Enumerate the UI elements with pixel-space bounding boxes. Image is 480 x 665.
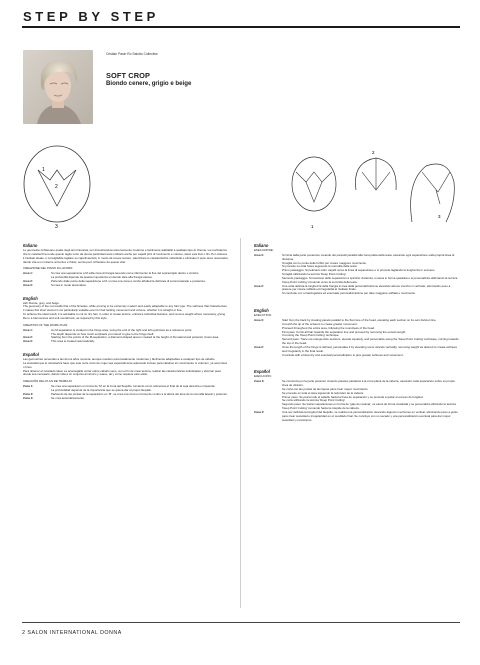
area-text: Si conclude con un'asciugatura ed eventuale personalizzazione per dare maggiore soffiatà e movimento. [282, 291, 416, 296]
area-text: Si taglia con le punte delle forbici per creare maggiore movimento. [282, 260, 367, 265]
area-row [254, 346, 460, 358]
area-label: Zona 3: [254, 379, 265, 384]
section-italiano-exec: ESECUZIONE: [254, 248, 274, 252]
intro-english-line: Ash blonde, grey, and beige. [23, 300, 60, 305]
area-label: Area 2: [23, 278, 33, 283]
section-english-exec: EXECUTION: [254, 313, 272, 318]
area-text: Primo passaggio: Si pettinano tutti i capelli verso la linea di separazione e si procede tagliando la lunghezza in eccesso. [282, 268, 436, 273]
area-text: Partiendo de las puntas de la separación en 'M', se crea una zona en forma de rombo a la altura del área de la coronilla lateral y posterior. [51, 391, 228, 396]
area-text: Conclude with a blow-dry and eventual personalization to give greater softness and movement. [282, 352, 404, 357]
area-text: Once the length of the fringe is defined, personalise it by elevating some strands vertically, removing weight as desired to create softness and irregularity in the final result. [282, 344, 457, 353]
area-text: Cut using the 'Deep Point Cutting' technique. [282, 333, 340, 338]
left-column [23, 243, 229, 400]
area-row [254, 380, 460, 411]
diagram-sections [286, 142, 461, 230]
area-text: Una volta definita la lunghezza della frangia si crea della personalizzazione elevando alcune ciocche in verticale, eliminando peso a piacere per creare soffiotà ed irregolarità al risultato finale. [282, 283, 451, 292]
look-title: SOFT CROP [106, 71, 151, 80]
area-row [23, 340, 229, 344]
area-row [23, 284, 229, 288]
area-label: Area 2: [23, 335, 33, 340]
intro-espanol-line: La suavidad que lo caracteriza hace que este corte corto de mujer sea especialmente adecuado incluso para cabellos sin movimiento ni volumen, ya sean lisos o finos. [23, 360, 228, 369]
area-text: La profundidad depende de la importancia que se quiera dar al propio flequillo. [51, 387, 152, 392]
area-text: Partendo dalle punte della separazione a M, si crea una zona a rombo all'altezza dell'area di corona laterale e posteriore. [51, 278, 206, 283]
intro-italiano: Le geometrie richiamano quelle degli anni Novanta, per dimostrandosi estremamente moderne e facilmente adattabili a qualsiasi tipo di chioma. La morbidezza che le caratterizza rende questo taglio corto da donna particolarmente indicato anche per capelli privi di movimento e volume, siano essi lisci o fini. Per ottenere il risultato ideale, è consigliabile tagliare su capelli asciutti, in modo da creare texture, valorizzare le caratteristiche individuali e eliminare il peso dove necessario, dando vita a un insieme armonico e fluido, senza però richiedere da questo stile. [23, 248, 229, 264]
diagram-label-3: 3 [55, 224, 58, 230]
area-text: Se procede en toda el área siguiendo la redondez de la cabeza. [282, 390, 364, 395]
area-row [23, 397, 229, 401]
heading-espanol: Español [23, 352, 39, 358]
heading-english: English [23, 295, 38, 301]
area-row [254, 254, 460, 285]
bottom-divider [22, 622, 460, 623]
area-label: Area 1: [23, 327, 33, 332]
area-label: Area 3: [254, 252, 264, 257]
area-text: La profondità dipende da quanta importanza si intende dare alla frangia stessa. [51, 275, 153, 280]
photo-credit: Cristian Pasin Ro Salotto Collective [106, 52, 158, 56]
area-text: Una vez definida la longitud del flequillo, se realiza una personalización elevando algunos mechones en vertical, eliminando peso a gusto para crear suavidad e irregularidad en el resultado final. Se concluye con un secado y una personalización eventual para dar mayor suavidad y movimiento. [282, 410, 458, 422]
area-label: Area 3: [254, 317, 264, 322]
area-text: The depth depends on how much emphasis you intend to give to the fringe itself. [51, 331, 155, 336]
section-italiano: CREAZIONE DEL PIANO DI LAVORO: [23, 266, 74, 271]
area-text: Secondo passaggio: Si tracciano delle separazioni a spicchio d'arancia, si eleva in forma quadrata e si personalizza utilizzando la tecnica 'Deep Point Cutting' curvando verso la sommità della testa. [282, 275, 458, 284]
area-text: First pass: Comb all hair towards the separation line and proceed by removing the excess length. [282, 329, 407, 334]
area-text: Si inizia dalla parte posteriore creando dei pannelli paralleli alla zona piatta della testa, elevando ogni separazione sulla propria linea di divisione. [282, 252, 455, 261]
look-subtitle: Biondo cenere, grigio e beige [106, 80, 192, 87]
model-portrait [23, 50, 93, 124]
area-text: Se crea una separación en forma de 'M' en la zona del flequillo, tomando como referencia el final de la ceja derecha e izquierda. [51, 384, 216, 389]
right-column [254, 243, 460, 423]
intro-english-line: The geometry of the cut recalls that of the Nineties, while proving to be extremely modern and easily adaptable to any hair type. The softness that characterises it makes this short women's cut particularly suitable even for hair lacking movement and volume, whether it is straight or fine. [23, 304, 227, 313]
intro-espanol-line: Para obtener el resultado ideal, es aconsejable cortar sobre cabello seco, con el fin de crear textura, realzar las características individuales y eliminar peso donde sea necesario, dando vida a un conjunto armónico y suave, tal y como requiere este estilo. [23, 368, 222, 377]
diagram-label-b3: 3 [438, 214, 441, 219]
area-label: Zona 2: [254, 410, 265, 414]
area-text: Se corta utilizando la técnica 'Deep Point Cutting'. [282, 398, 346, 403]
area-text: Primer paso: Se peina todo el cabello hacia la línea de separación y se procede a quitar el exceso de longitud. [282, 394, 424, 399]
area-text: Si taglia utilizzando la tecnica 'Deep Point Cutting'. [282, 272, 347, 277]
area-text: Se comienza por la parte posterior creando paneles paralelos a la zona plana de la cabeza, elevando cada separación sobre su propia línea de división. [282, 379, 455, 388]
area-text: Second pass: Trace out orange-slice sections, elevate squarely, and personalize using the 'Deep Point Cutting' technique, curving towards the top of the head. [282, 337, 459, 346]
diagram-label-b1: 1 [311, 224, 314, 229]
area-label: Zona 3: [23, 395, 34, 400]
intro-espanol-line: Las geometrías recuerdan a las de los años noventa, aunque resulten extremadamente modernas y fácilmente adaptables a cualquier tipo de cabello. [23, 357, 216, 362]
column-divider [240, 238, 241, 608]
area-text: Se crea automáticamente. [51, 395, 85, 400]
area-label: Area 2: [254, 344, 264, 349]
area-label: Area 1: [23, 271, 33, 276]
area-text: Start from the back by creating panels parallel to the flat zone of the head, elevating each section on its own division line. [282, 317, 437, 322]
area-text: An M-separation is created in the fringe area, using the end of the right and left eyebrows as a reference point. [51, 327, 193, 332]
area-label: Area 3: [23, 282, 33, 287]
area-text: Si crea una separazione a M sulla zona di frangia tenendo come riferimento la fine del sopracciglio destro e sinistro. [51, 271, 200, 276]
area-text: Si crea in modo automatico. [51, 282, 87, 287]
area-text: Segundo paso: Se trazan separaciones en forma de 'gajo de naranja', se eleva de forma cuadrada y se personaliza utilizando la técnica 'Deep Point Cutting' curvando hacia la cúspide de la cabeza. [282, 402, 456, 411]
area-text: Cut with the tip of the scissors to create greater movement. [282, 321, 358, 326]
area-row [254, 411, 460, 423]
intro-english-line: To achieve the ideal result, it is advisable to cut on dry hair, in order to create texture, enhance individual features, and remove weight where necessary, giving life to a harmonious and soft overall look, as required by this style. [23, 312, 226, 320]
page-title: STEP BY STEP [23, 9, 159, 24]
area-text: Proceed throughout the entire area, following the roundness of the head. [282, 325, 375, 330]
area-label: Area 2: [254, 283, 264, 288]
diagram-m-separation [18, 140, 96, 230]
section-english: CREATION OF THE WORK PLAN: [23, 322, 69, 327]
heading-espanol-exec: Español [254, 369, 270, 375]
diagram-label-1: 1 [42, 167, 45, 173]
area-label: Zona 2: [23, 391, 34, 396]
diagram-label-b2: 2 [372, 150, 375, 155]
heading-italiano: Italiano [23, 243, 38, 248]
area-label: Area 3: [23, 339, 33, 344]
area-text: Starting from the points of the M-separation, a diamond-shaped area is created at the height of the lateral and posterior crown area. [51, 335, 220, 340]
heading-italiano-exec: Italiano [254, 243, 269, 248]
top-divider [22, 26, 460, 28]
area-text: Se corta con las puntas de las tijeras para crear mayor movimiento. [282, 386, 369, 391]
area-row [254, 319, 460, 346]
area-text: This area is created automatically. [51, 339, 95, 344]
area-text: Si procede su tutta l'area seguendo la rotondità della testa. [282, 264, 358, 269]
diagram-label-2: 2 [55, 184, 58, 190]
section-espanol-exec: EJECUCIÓN: [254, 374, 272, 379]
area-row [254, 285, 460, 297]
section-espanol: CREACIÓN DEL PLAN DE TRABAJO [23, 379, 72, 384]
area-label: Zona 1: [23, 384, 34, 389]
heading-english-exec: English [254, 308, 269, 314]
page-footer: 2 SALON INTERNATIONAL DONNA [22, 630, 122, 636]
